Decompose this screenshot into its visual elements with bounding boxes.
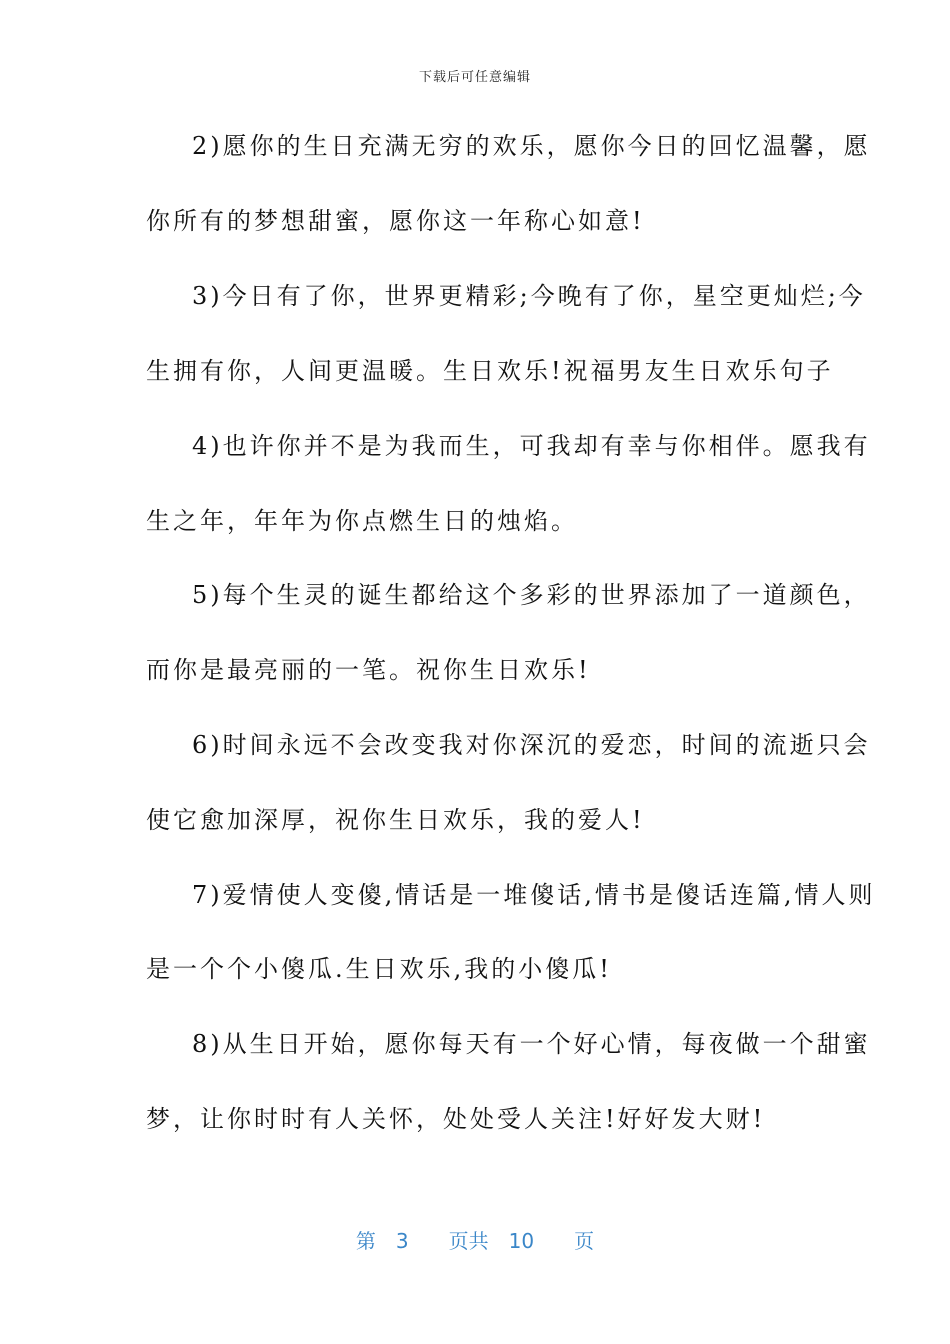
paragraph-3-line-2: 生拥有你，人间更温暖。生日欢乐!祝福男友生日欢乐句子 — [146, 357, 834, 385]
footer-current-page: 3 — [395, 1229, 409, 1253]
paragraph-6-line-2: 使它愈加深厚，祝你生日欢乐，我的爱人! — [146, 806, 645, 834]
paragraph-2-line-2: 你所有的梦想甜蜜，愿你这一年称心如意! — [146, 207, 645, 235]
paragraph-3-line-1: 3)今日有了你，世界更精彩;今晚有了你，星空更灿烂;今 — [192, 282, 866, 310]
paragraph-5-line-1: 5)每个生灵的诞生都给这个多彩的世界添加了一道颜色， — [192, 581, 871, 609]
footer-suffix: 页 — [574, 1229, 595, 1253]
paragraph-4-line-2: 生之年，年年为你点燃生日的烛焰。 — [146, 507, 578, 535]
footer-total-pages: 10 — [508, 1229, 535, 1253]
paragraph-4-line-1: 4)也许你并不是为我而生，可我却有幸与你相伴。愿我有 — [192, 432, 871, 460]
page-header-note: 下载后可任意编辑 — [418, 70, 531, 85]
paragraph-8-line-2: 梦，让你时时有人关怀，处处受人关注!好好发大财! — [146, 1105, 766, 1133]
footer-middle: 页共 — [448, 1229, 489, 1253]
footer-prefix: 第 — [355, 1229, 376, 1253]
paragraph-6-line-1: 6)时间永远不会改变我对你深沉的爱恋，时间的流逝只会 — [192, 731, 871, 759]
paragraph-5-line-2: 而你是最亮丽的一笔。祝你生日欢乐! — [146, 656, 591, 684]
paragraph-7-line-1: 7)爱情使人变傻,情话是一堆傻话,情书是傻话连篇,情人则 — [192, 881, 876, 909]
paragraph-2-line-1: 2)愿你的生日充满无穷的欢乐，愿你今日的回忆温馨，愿 — [192, 132, 871, 160]
page-number-footer — [0, 1225, 950, 1254]
paragraph-8-line-1: 8)从生日开始，愿你每天有一个好心情，每夜做一个甜蜜 — [192, 1030, 871, 1058]
paragraph-7-line-2: 是一个个小傻瓜.生日欢乐,我的小傻瓜! — [146, 955, 612, 983]
